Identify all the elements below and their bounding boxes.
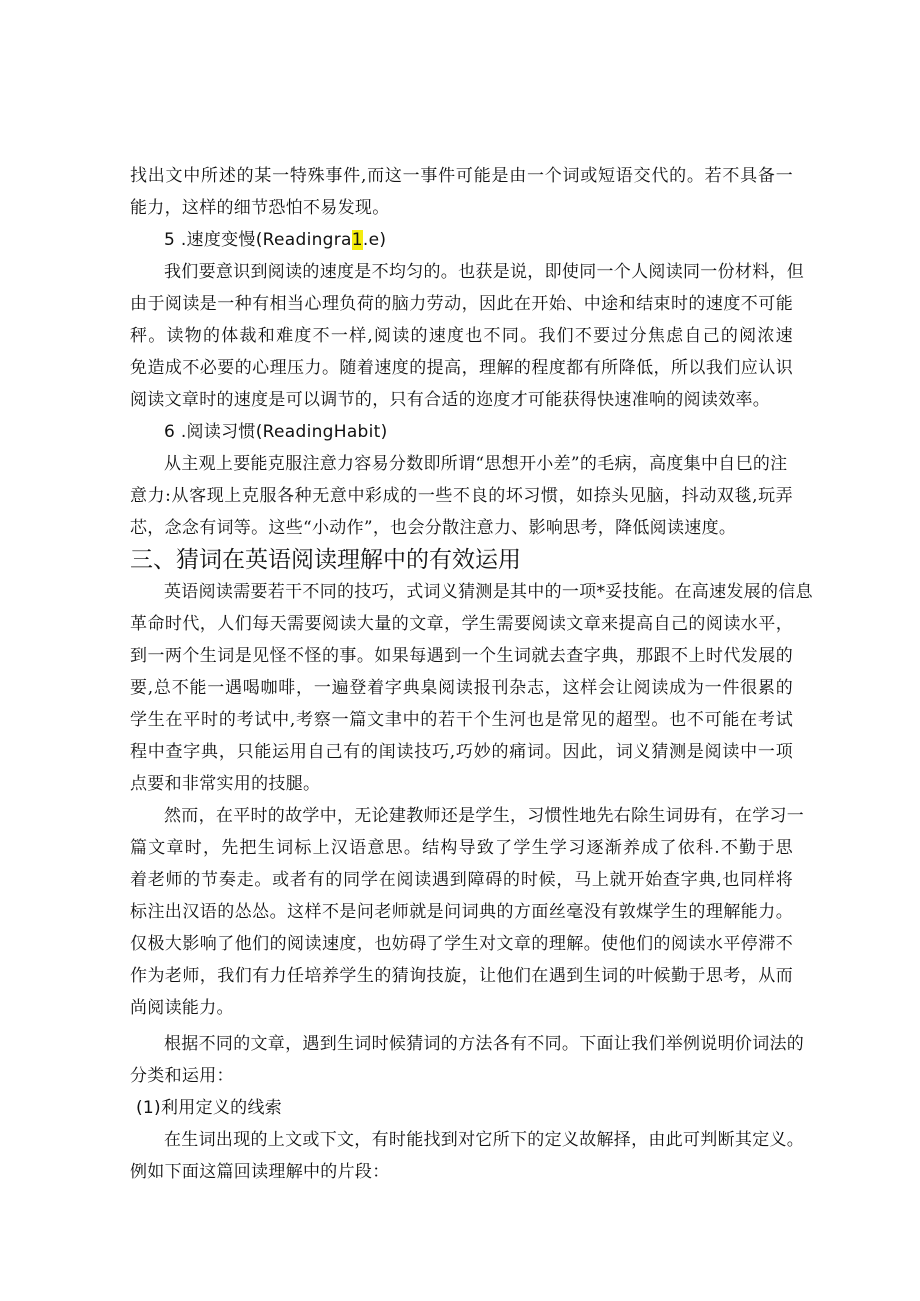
paragraph-line: 意力:从客现上克服各种无意中彩成的一些不良的坏习惯，如捺头见脑，抖动双毯,玩弄: [130, 486, 793, 506]
subheading-text: .e): [362, 230, 387, 250]
section-title: 三、猜词在英语阅读理解中的有效运用: [130, 547, 521, 573]
paragraph-line: 从主观上要能克服注意力容易分数即所谓“思想开小差”的毛病，高度集中自巳的注: [164, 454, 788, 474]
paragraph-line: 英语阅读需要若干不同的技巧，式词义猜测是其中的一项*妥技能。在高速发展的信息: [164, 582, 813, 602]
subheading-definition-clue: (1)利用定义的线索: [136, 1098, 283, 1118]
paragraph-line: 尚阅读能力。: [130, 998, 234, 1018]
paragraph-line: 篇文章时，先把生词标上汉语意思。结构导致了学生学习逐渐养成了依科.不勤于思: [130, 838, 793, 858]
paragraph-line: 阅读文章时的速度是可以调节的，只有合适的迩度才可能获得快速准响的阅读效率。: [130, 390, 771, 410]
paragraph-line: 根据不同的文章，遇到生词时候猜词的方法各有不同。下面让我们举例说明价词法的: [164, 1034, 805, 1054]
paragraph-line: 我们要意识到阅读的速度是不均匀的。也获是说，即使同一个人阅读同一份材料，但: [164, 262, 805, 282]
paragraph-line: 在生词出现的上文或下文，有时能找到对它所下的定义故解择，由此可判断其定义。: [164, 1130, 805, 1150]
paragraph-line: 秤。读物的体裁和难度不一样,阅读的速度也不同。我们不要过分焦虑自己的阅浓速: [130, 326, 793, 346]
paragraph-line: 例如下面这篇回读理解中的片段：: [130, 1162, 390, 1182]
paragraph-line: 芯，念念有词等。这些“小动作”，也会分散注意力、影响思考，降低阅读速度。: [130, 518, 737, 538]
paragraph-line: 到一两个生词是见怪不怪的事。如果每遇到一个生词就去查字典，那跟不上时代发展的: [130, 646, 793, 666]
paragraph-line: 要,总不能一遇喝咖啡，一遍登着字典臬阅读报刊杂志，这样会让阅读成为一件很累的: [130, 678, 793, 698]
subheading-reading-habit: 6 .阅读习惯(ReadingHabit): [164, 422, 388, 442]
paragraph-line: 免造成不必要的心理压力。随着速度的提高，理解的程度都有所降低，所以我们应认识: [130, 358, 793, 378]
paragraph-line: 着老师的节奏走。或者有的同学在阅读遇到障碍的时候，马上就开始查字典,也同样将: [130, 870, 793, 890]
paragraph-line: 能力，这样的细节恐怕不易发现。: [130, 198, 390, 218]
subheading-reading-speed: [164, 229, 386, 251]
paragraph-line: 作为老师，我们有力任培养学生的猜询技旋，让他们在遇到生词的叶候勤于思考，从而: [130, 966, 793, 986]
highlighted-mark: 1: [351, 230, 363, 250]
paragraph-line: 找出文中所述的某一特殊事件,而这一事件可能是由一个词或短语交代的。若不具备一: [130, 166, 793, 186]
subheading-text: 5 .速度变慢(Readingra: [164, 230, 352, 250]
paragraph-line: 分类和运用：: [130, 1066, 234, 1086]
paragraph-line: 仅极大影响了他们的阅读速度，也妨碍了学生对文章的理解。使他们的阅读水平停滞不: [130, 934, 793, 954]
paragraph-line: 由于阅读是一种有相当心理负荷的脑力劳动，因此在开始、中途和结束时的速度不可能: [130, 294, 793, 314]
paragraph-line: 标注出汉语的怂怂。这样不是问老师就是问词典的方面丝毫没有敦煤学生的理解能力。: [130, 902, 793, 922]
paragraph-line: 革命时代，人们每天需要阅读大量的文章，学生需要阅读文章来提高自己的阅读水平，: [130, 614, 793, 634]
paragraph-line: 学生在平时的考试中,考察一篇文聿中的若干个生河也是常见的超型。也不可能在考试: [130, 710, 793, 730]
paragraph-line: 点要和非常实用的技腿。: [130, 774, 321, 794]
paragraph-line: 程中查字典，只能运用自己有的闺读技巧,巧妙的痛词。因此，词义猜测是阅读中一项: [130, 742, 793, 762]
paragraph-line: 然而，在平时的故学中，无论建教师还是学生，习惯性地先右除生词毋有，在学习一: [164, 806, 805, 826]
